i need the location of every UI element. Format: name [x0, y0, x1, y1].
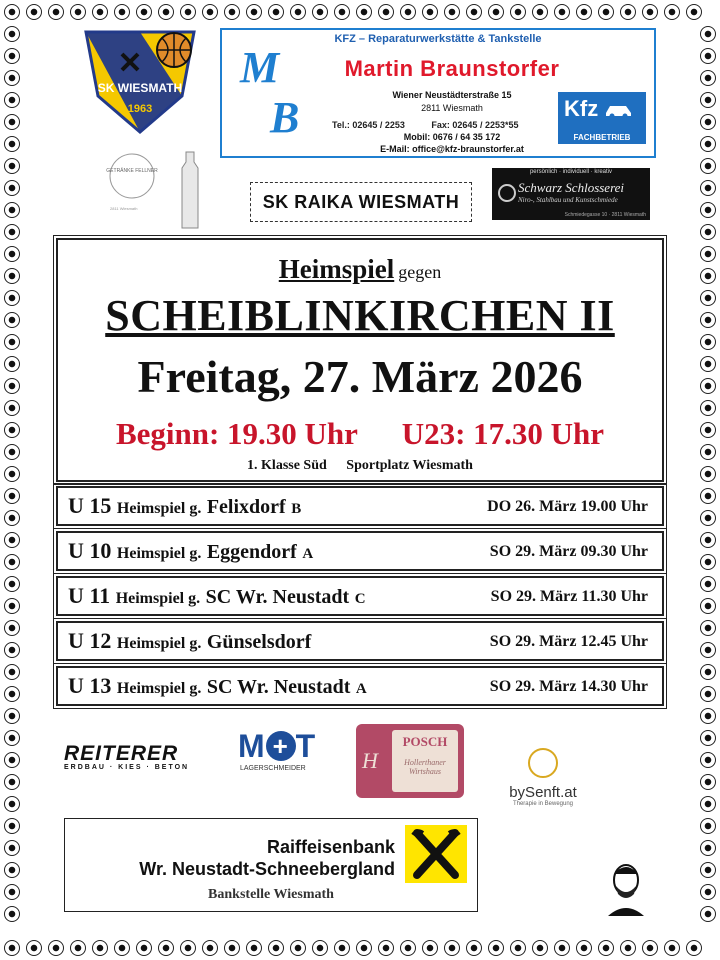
kfz-tagline: KFZ – Reparaturwerkstätte & Tankstelle — [334, 33, 542, 45]
soccer-ball-icon — [4, 92, 20, 108]
soccer-ball-icon — [224, 940, 240, 956]
raiffeisen-logo-icon — [405, 825, 467, 883]
soccer-ball-icon — [700, 48, 716, 64]
sponsor-posch — [356, 724, 464, 798]
youth-game-row — [56, 531, 664, 571]
soccer-ball-icon — [700, 246, 716, 262]
soccer-ball-icon — [4, 268, 20, 284]
youth-vs: Heimspiel g. — [116, 680, 202, 697]
soccer-ball-icon — [136, 4, 152, 20]
soccer-ball-icon — [444, 4, 460, 20]
soccer-ball-icon — [510, 940, 526, 956]
soccer-ball-icon — [4, 642, 20, 658]
soccer-ball-icon — [378, 4, 394, 20]
mot-letter-m: M — [238, 728, 266, 764]
soccer-ball-icon — [4, 224, 20, 240]
soccer-ball-icon — [700, 488, 716, 504]
soccer-ball-icon — [246, 4, 262, 20]
soccer-ball-icon — [290, 4, 306, 20]
soccer-ball-icon — [532, 940, 548, 956]
soccer-ball-icon — [4, 862, 20, 878]
soccer-ball-icon — [700, 818, 716, 834]
soccer-ball-icon — [4, 620, 20, 636]
soccer-ball-icon — [4, 378, 20, 394]
mot-sub: LAGERSCHMEIDER — [240, 765, 306, 772]
youth-group: B — [291, 501, 302, 517]
soccer-ball-icon — [444, 940, 460, 956]
youth-vs: Heimspiel g. — [116, 500, 202, 517]
youth-opponent: Eggendorf — [206, 541, 297, 563]
soccer-ball-icon — [4, 884, 20, 900]
soccer-ball-icon — [700, 730, 716, 746]
youth-when: SO 29. März 09.30 Uhr — [489, 543, 648, 560]
soccer-ball-icon — [700, 224, 716, 240]
soccer-ball-icon — [202, 940, 218, 956]
soccer-ball-icon — [700, 290, 716, 306]
soccer-ball-icon — [700, 180, 716, 196]
youth-team: U 10 — [68, 538, 112, 563]
posch-monogram-icon: H — [362, 748, 378, 773]
soccer-ball-icon — [4, 180, 20, 196]
sponsor-senft — [498, 748, 588, 818]
soccer-ball-icon — [4, 114, 20, 130]
soccer-ball-icon — [4, 158, 20, 174]
posch-name: POSCH — [402, 734, 448, 749]
soccer-ball-icon — [4, 906, 20, 922]
sponsor-schwarz-schlosserei — [492, 168, 650, 220]
youth-team: U 15 — [68, 493, 112, 518]
soccer-ball-icon — [700, 70, 716, 86]
senft-name: bySenft.at — [509, 784, 577, 801]
youth-vs: Heimspiel g. — [116, 545, 202, 562]
youth-vs: Heimspiel g. — [115, 590, 201, 607]
youth-opponent: Felixdorf — [206, 496, 286, 518]
soccer-ball-icon — [700, 598, 716, 614]
soccer-ball-icon — [700, 202, 716, 218]
bank-region: Wr. Neustadt-Schneebergland — [139, 859, 395, 879]
soccer-ball-icon — [598, 4, 614, 20]
soccer-ball-icon — [576, 940, 592, 956]
league-name: 1. Klasse Süd — [247, 458, 327, 473]
soccer-ball-icon — [158, 940, 174, 956]
soccer-ball-icon — [180, 940, 196, 956]
soccer-ball-icon — [700, 158, 716, 174]
soccer-ball-icon — [4, 488, 20, 504]
sponsor-kfz-braunstorfer — [220, 28, 656, 158]
soccer-ball-icon — [312, 940, 328, 956]
match-date: Freitag, 27. März 2026 — [137, 351, 583, 402]
monogram-b: B — [270, 93, 300, 142]
bottle-icon — [182, 152, 198, 228]
youth-opponent: SC Wr. Neustadt — [205, 586, 350, 608]
soccer-ball-icon — [48, 940, 64, 956]
soccer-ball-icon — [700, 114, 716, 130]
kfz-city: 2811 Wiesmath — [421, 103, 483, 113]
soccer-ball-icon — [4, 752, 20, 768]
mot-letter-t: T — [295, 728, 317, 764]
soccer-ball-icon — [700, 378, 716, 394]
soccer-ball-icon — [466, 4, 482, 20]
gear-icon — [498, 184, 516, 202]
venue-name: Sportplatz Wiesmath — [346, 458, 473, 473]
heimspiel-heading — [58, 254, 662, 285]
soccer-ball-icon — [4, 444, 20, 460]
soccer-ball-icon — [246, 940, 262, 956]
sponsor-raiffeisenbank — [64, 818, 478, 912]
gegen-label: gegen — [398, 262, 442, 282]
soccer-ball-icon — [334, 4, 350, 20]
soccer-ball-icon — [620, 940, 636, 956]
soccer-ball-icon — [700, 268, 716, 284]
soccer-ball-icon — [400, 4, 416, 20]
player-portrait-icon — [604, 860, 648, 916]
soccer-ball-icon — [224, 4, 240, 20]
soccer-ball-icon — [700, 466, 716, 482]
soccer-ball-icon — [700, 576, 716, 592]
soccer-ball-icon — [700, 444, 716, 460]
plus-icon: + — [266, 731, 296, 761]
soccer-ball-icon — [158, 4, 174, 20]
soccer-ball-icon — [4, 312, 20, 328]
soccer-ball-icon — [488, 4, 504, 20]
kfz-badge — [558, 92, 646, 144]
soccer-ball-icon — [466, 940, 482, 956]
soccer-ball-icon — [700, 356, 716, 372]
kfz-badge-text: Kfz — [564, 96, 599, 121]
soccer-ball-icon — [4, 466, 20, 482]
soccer-ball-icon — [4, 598, 20, 614]
soccer-ball-icon — [700, 906, 716, 922]
soccer-ball-icon — [700, 840, 716, 856]
kfz-tel: Tel.: 02645 / 2253 — [332, 120, 405, 130]
soccer-ball-icon — [4, 796, 20, 812]
soccer-ball-icon — [4, 4, 20, 20]
soccer-ball-icon — [700, 532, 716, 548]
soccer-ball-icon — [400, 940, 416, 956]
youth-group: C — [354, 591, 366, 607]
soccer-ball-icon — [4, 730, 20, 746]
soccer-ball-icon — [4, 554, 20, 570]
soccer-ball-icon — [312, 4, 328, 20]
soccer-ball-icon — [26, 940, 42, 956]
sponsor-drinks-fellner — [100, 148, 210, 232]
soccer-ball-icon — [4, 840, 20, 856]
soccer-ball-icon — [700, 92, 716, 108]
soccer-ball-icon — [4, 334, 20, 350]
soccer-ball-icon — [700, 334, 716, 350]
soccer-ball-icon — [700, 862, 716, 878]
soccer-ball-icon — [700, 664, 716, 680]
schwarz-top: persönlich · individuell · kreativ — [529, 169, 613, 175]
soccer-ball-icon — [686, 4, 702, 20]
soccer-ball-icon — [700, 510, 716, 526]
sun-icon — [528, 748, 558, 778]
heimspiel-label: Heimspiel — [278, 254, 395, 284]
soccer-ball-icon — [576, 4, 592, 20]
club-logo-year: 1963 — [127, 103, 153, 115]
soccer-ball-icon — [4, 400, 20, 416]
youth-vs: Heimspiel g. — [116, 635, 202, 652]
soccer-ball-icon — [180, 4, 196, 20]
soccer-ball-icon — [268, 940, 284, 956]
youth-when: SO 29. März 14.30 Uhr — [489, 678, 648, 695]
kfz-mobile: Mobil: 0676 / 64 35 172 — [403, 132, 501, 142]
soccer-ball-icon — [4, 422, 20, 438]
posch-sub: Hollerthaner Wirtshaus — [404, 758, 446, 776]
league-venue — [58, 458, 662, 474]
youth-team: U 12 — [68, 628, 112, 653]
soccer-ball-icon — [642, 4, 658, 20]
kfz-name: Martin Braunstorfer — [344, 56, 560, 81]
soccer-ball-icon — [422, 4, 438, 20]
soccer-ball-icon — [4, 774, 20, 790]
soccer-ball-icon — [114, 940, 130, 956]
soccer-ball-icon — [378, 940, 394, 956]
soccer-ball-icon — [334, 940, 350, 956]
soccer-ball-icon — [48, 4, 64, 20]
soccer-ball-icon — [664, 940, 680, 956]
soccer-ball-icon — [700, 884, 716, 900]
club-logo — [82, 26, 198, 136]
youth-team: U 11 — [68, 583, 111, 608]
soccer-ball-icon — [26, 4, 42, 20]
sponsor-mot — [238, 728, 338, 788]
soccer-ball-icon — [4, 70, 20, 86]
match-times — [58, 416, 662, 452]
soccer-ball-icon — [4, 532, 20, 548]
soccer-ball-icon — [4, 202, 20, 218]
soccer-ball-icon — [356, 4, 372, 20]
kfz-email: E-Mail: office@kfz-braunstorfer.at — [380, 144, 524, 154]
youth-opponent: Günselsdorf — [206, 631, 312, 653]
kickoff-time: Beginn: 19.30 Uhr — [115, 416, 358, 451]
soccer-ball-icon — [700, 312, 716, 328]
sponsor-reiterer — [64, 742, 224, 774]
soccer-ball-icon — [488, 940, 504, 956]
soccer-ball-icon — [4, 26, 20, 42]
soccer-ball-icon — [4, 356, 20, 372]
soccer-ball-icon — [114, 4, 130, 20]
kfz-phone-line — [332, 120, 592, 130]
soccer-ball-icon — [70, 940, 86, 956]
soccer-ball-icon — [4, 136, 20, 152]
youth-game-row — [56, 486, 664, 526]
soccer-ball-icon — [700, 554, 716, 570]
soccer-ball-icon — [554, 940, 570, 956]
soccer-ball-icon — [532, 4, 548, 20]
youth-team: U 13 — [68, 673, 112, 698]
soccer-ball-icon — [70, 4, 86, 20]
match-announcement — [56, 238, 664, 482]
soccer-ball-icon — [4, 664, 20, 680]
soccer-ball-icon — [700, 796, 716, 812]
soccer-ball-icon — [4, 48, 20, 64]
youth-when: SO 29. März 11.30 Uhr — [490, 588, 648, 605]
soccer-ball-icon — [422, 940, 438, 956]
soccer-ball-icon — [700, 642, 716, 658]
soccer-ball-icon — [700, 620, 716, 636]
soccer-ball-icon — [4, 576, 20, 592]
monogram-m: M — [240, 43, 280, 92]
soccer-ball-icon — [356, 940, 372, 956]
youth-group: A — [355, 681, 367, 697]
schwarz-name: Schwarz Schlosserei — [518, 180, 625, 195]
schwarz-sub: Niro-, Stahlbau und Kunstschmiede — [518, 196, 618, 204]
soccer-ball-icon — [598, 940, 614, 956]
youth-opponent: SC Wr. Neustadt — [206, 676, 351, 698]
youth-when: SO 29. März 12.45 Uhr — [489, 633, 648, 650]
soccer-ball-icon — [4, 246, 20, 262]
soccer-ball-icon — [4, 686, 20, 702]
youth-game-row — [56, 621, 664, 661]
drinks-sub: 2811 Wiesmath — [110, 206, 138, 211]
soccer-ball-icon — [4, 510, 20, 526]
soccer-ball-icon — [686, 940, 702, 956]
youth-when: DO 26. März 19.00 Uhr — [487, 498, 648, 515]
soccer-ball-icon — [700, 752, 716, 768]
soccer-ball-icon — [92, 940, 108, 956]
reiterer-name: REITERER — [64, 742, 179, 765]
youth-group: A — [302, 546, 314, 562]
soccer-ball-icon — [700, 708, 716, 724]
kfz-fax: Fax: 02645 / 2253*55 — [431, 120, 519, 130]
reiterer-sub: ERDBAU · KIES · BETON — [64, 764, 190, 771]
youth-game-row — [56, 666, 664, 706]
soccer-ball-icon — [700, 774, 716, 790]
bank-branch: Bankstelle Wiesmath — [208, 887, 334, 902]
soccer-ball-icon — [620, 4, 636, 20]
soccer-ball-icon — [700, 136, 716, 152]
youth-game-row — [56, 576, 664, 616]
soccer-ball-icon — [202, 4, 218, 20]
kfz-badge-sub: FACHBETRIEB — [573, 133, 631, 142]
soccer-ball-icon — [4, 708, 20, 724]
club-name-box: SK RAIKA WIESMATH — [250, 182, 472, 222]
soccer-ball-icon — [4, 940, 20, 956]
soccer-ball-icon — [290, 940, 306, 956]
senft-sub: Therapie in Bewegung — [512, 801, 574, 807]
car-icon — [604, 101, 634, 119]
soccer-ball-icon — [700, 422, 716, 438]
soccer-ball-icon — [700, 400, 716, 416]
soccer-ball-icon — [136, 940, 152, 956]
soccer-ball-icon — [700, 686, 716, 702]
soccer-ball-icon — [92, 4, 108, 20]
soccer-ball-icon — [510, 4, 526, 20]
soccer-ball-icon — [700, 26, 716, 42]
soccer-ball-icon — [4, 818, 20, 834]
u23-time: U23: 17.30 Uhr — [401, 416, 605, 451]
bank-name: Raiffeisenbank — [266, 837, 395, 857]
soccer-ball-icon — [268, 4, 284, 20]
drinks-name: GETRÄNKE FELLNER — [106, 168, 158, 174]
soccer-ball-icon — [4, 290, 20, 306]
soccer-ball-icon — [554, 4, 570, 20]
schwarz-addr: Schmiedegasse 10 · 2811 Wiesmath — [564, 212, 646, 218]
opponent-name: SCHEIBLINKIRCHEN II — [105, 291, 615, 340]
soccer-ball-icon — [664, 4, 680, 20]
club-logo-text: SK WIESMATH — [97, 81, 183, 95]
kfz-street: Wiener Neustädterstraße 15 — [392, 90, 512, 100]
soccer-ball-icon — [642, 940, 658, 956]
